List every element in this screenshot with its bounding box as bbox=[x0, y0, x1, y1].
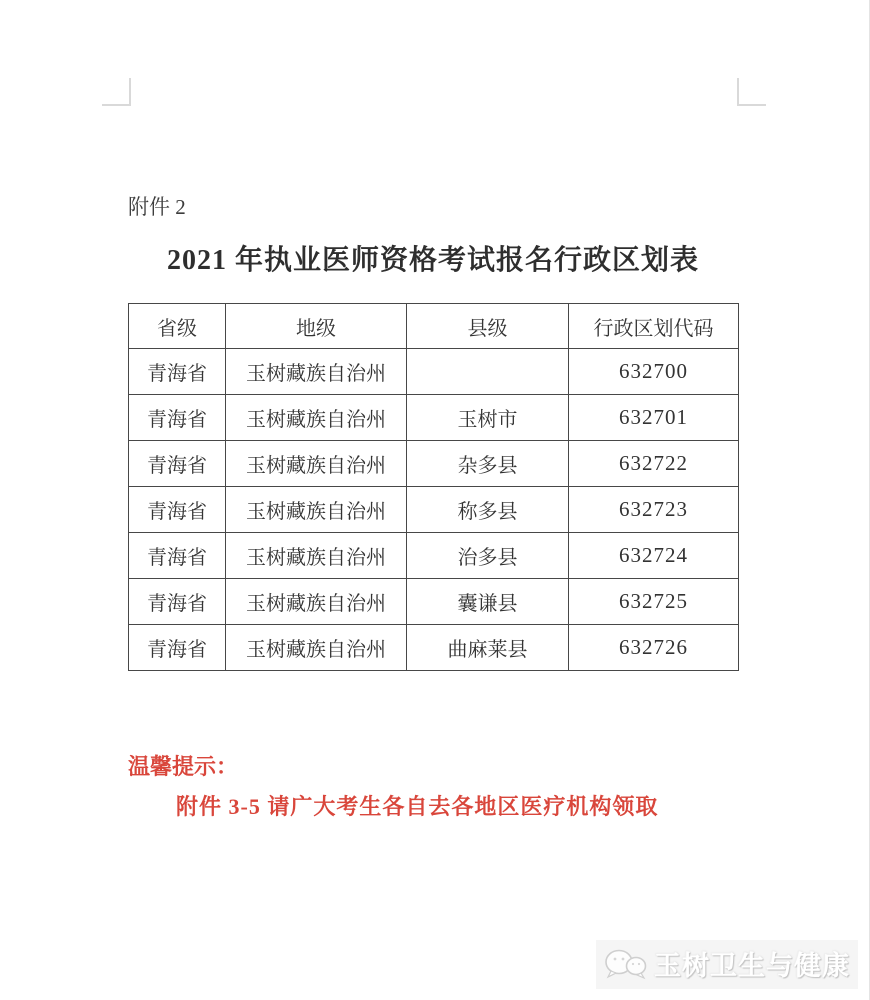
cell-province: 青海省 bbox=[129, 395, 226, 441]
cell-province: 青海省 bbox=[129, 487, 226, 533]
column-header-county: 县级 bbox=[407, 304, 569, 349]
table-row bbox=[129, 625, 739, 671]
cell-province: 青海省 bbox=[129, 441, 226, 487]
cell-county bbox=[407, 349, 569, 395]
cell-code: 632700 bbox=[569, 349, 739, 395]
cell-county: 治多县 bbox=[407, 533, 569, 579]
margin-crop-mark-top-right bbox=[737, 78, 766, 106]
cell-province: 青海省 bbox=[129, 625, 226, 671]
wechat-icon bbox=[604, 945, 648, 983]
admin-division-table bbox=[128, 303, 739, 671]
cell-code: 632724 bbox=[569, 533, 739, 579]
cell-county: 称多县 bbox=[407, 487, 569, 533]
footer-brand-name: 玉树卫生与健康 bbox=[654, 951, 850, 981]
cell-county: 曲麻莱县 bbox=[407, 625, 569, 671]
cell-code: 632701 bbox=[569, 395, 739, 441]
cell-province: 青海省 bbox=[129, 579, 226, 625]
table-row bbox=[129, 349, 739, 395]
cell-prefecture: 玉树藏族自治州 bbox=[226, 395, 407, 441]
cell-prefecture: 玉树藏族自治州 bbox=[226, 349, 407, 395]
notice-heading: 温馨提示： bbox=[128, 754, 239, 779]
cell-province: 青海省 bbox=[129, 533, 226, 579]
cell-county: 囊谦县 bbox=[407, 579, 569, 625]
table-row bbox=[129, 533, 739, 579]
cell-code: 632726 bbox=[569, 625, 739, 671]
column-header-prefecture: 地级 bbox=[226, 304, 407, 349]
table-header-row bbox=[129, 304, 739, 349]
column-header-province: 省级 bbox=[129, 304, 226, 349]
table-row bbox=[129, 487, 739, 533]
column-header-code: 行政区划代码 bbox=[569, 304, 739, 349]
cell-prefecture: 玉树藏族自治州 bbox=[226, 441, 407, 487]
cell-prefecture: 玉树藏族自治州 bbox=[226, 579, 407, 625]
table-row bbox=[129, 395, 739, 441]
cell-prefecture: 玉树藏族自治州 bbox=[226, 625, 407, 671]
cell-prefecture: 玉树藏族自治州 bbox=[226, 487, 407, 533]
margin-crop-mark-top-left bbox=[102, 78, 131, 106]
cell-province: 青海省 bbox=[129, 349, 226, 395]
cell-county: 杂多县 bbox=[407, 441, 569, 487]
cell-code: 632723 bbox=[569, 487, 739, 533]
table-row bbox=[129, 441, 739, 487]
footer-brand-watermark bbox=[596, 940, 858, 989]
cell-county: 玉树市 bbox=[407, 395, 569, 441]
cell-code: 632725 bbox=[569, 579, 739, 625]
cell-prefecture: 玉树藏族自治州 bbox=[226, 533, 407, 579]
table-row bbox=[129, 579, 739, 625]
cell-code: 632722 bbox=[569, 441, 739, 487]
page-title: 2021 年执业医师资格考试报名行政区划表 bbox=[166, 245, 699, 276]
attachment-label: 附件 2 bbox=[128, 195, 186, 219]
notice-body: 附件 3-5 请广大考生各自去各地区医疗机构领取 bbox=[176, 794, 659, 819]
